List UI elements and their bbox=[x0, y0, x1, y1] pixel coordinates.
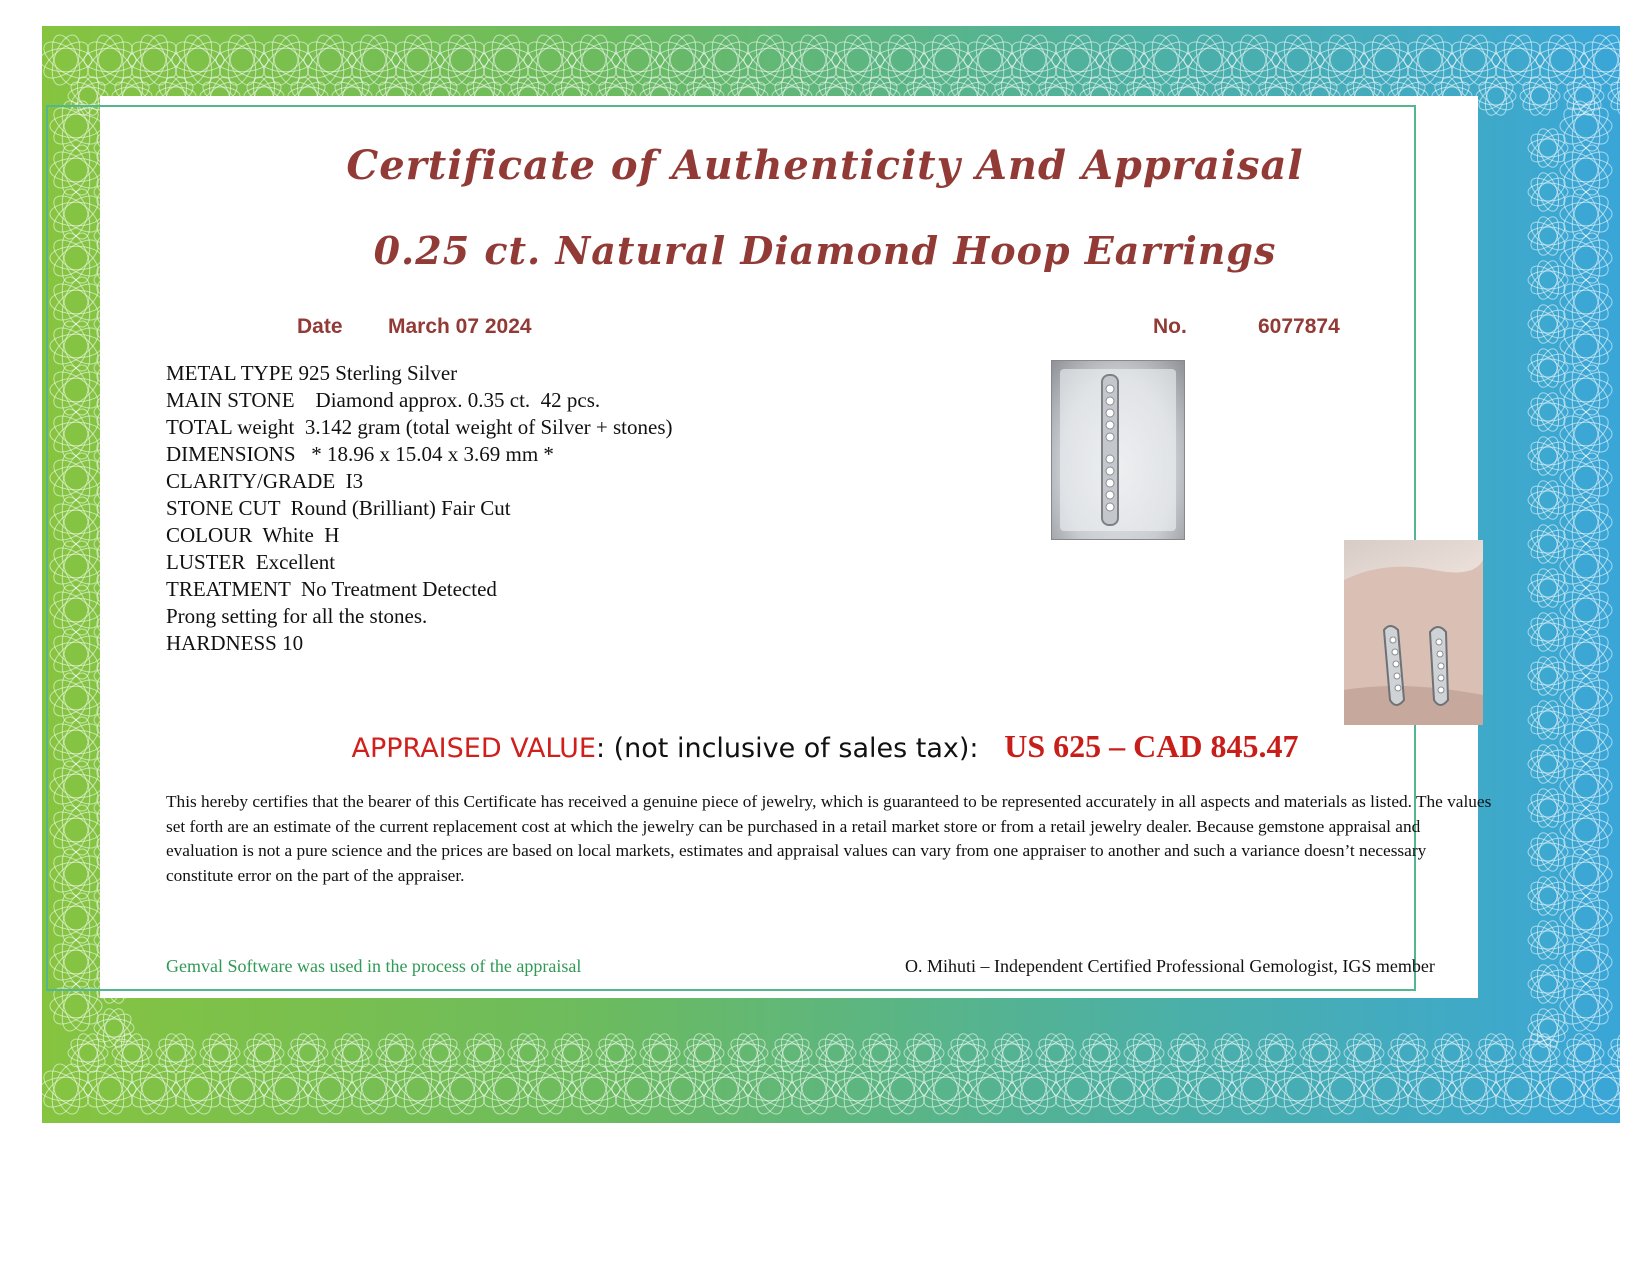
guilloche-ring bbox=[1138, 1061, 1194, 1118]
guilloche-ring bbox=[1558, 802, 1614, 859]
guilloche-ring bbox=[1534, 1061, 1590, 1118]
guilloche-ring bbox=[1527, 566, 1570, 610]
guilloche-ring bbox=[1270, 1061, 1326, 1118]
guilloche-ring bbox=[1006, 1061, 1062, 1118]
guilloche-ring bbox=[1050, 32, 1106, 89]
spec-line: METAL TYPE 925 Sterling Silver bbox=[166, 361, 458, 385]
guilloche-ring bbox=[1490, 1061, 1546, 1118]
guilloche-ring bbox=[463, 1031, 506, 1075]
guilloche-ring bbox=[1527, 302, 1570, 346]
guilloche-ring bbox=[48, 890, 104, 947]
guilloche-ring bbox=[1255, 1031, 1298, 1075]
guilloche-ring bbox=[1558, 362, 1614, 419]
guilloche-ring bbox=[1182, 1061, 1238, 1118]
guilloche-ring bbox=[903, 1031, 946, 1075]
guilloche-ring bbox=[1527, 346, 1570, 390]
guilloche-ring bbox=[1167, 1031, 1210, 1075]
guilloche-ring bbox=[1094, 1061, 1150, 1118]
appraised-value-line bbox=[0, 728, 1650, 765]
guilloche-ring bbox=[243, 1031, 286, 1075]
guilloche-ring bbox=[1558, 538, 1614, 595]
spec-line: TOTAL weight 3.142 gram (total weight of Silver + stones) bbox=[166, 415, 673, 439]
guilloche-ring bbox=[786, 1061, 842, 1118]
guilloche-ring bbox=[82, 1061, 138, 1118]
appraiser-signature-line: O. Mihuti – Independent Certified Professional Gemologist, IGS member bbox=[905, 956, 1435, 976]
guilloche-ring bbox=[126, 1061, 182, 1118]
guilloche-ring bbox=[683, 1031, 726, 1075]
specifications-list bbox=[166, 360, 673, 657]
guilloche-ring bbox=[48, 934, 104, 991]
guilloche-ring bbox=[1079, 1031, 1122, 1075]
guilloche-ring bbox=[1343, 1031, 1386, 1075]
guilloche-ring bbox=[595, 1031, 638, 1075]
guilloche-ring bbox=[48, 846, 104, 903]
guilloche-ring bbox=[507, 1031, 550, 1075]
guilloche-ring bbox=[610, 32, 666, 89]
guilloche-ring bbox=[947, 1031, 990, 1075]
guilloche-ring bbox=[199, 1031, 242, 1075]
date-label: Date bbox=[297, 315, 343, 338]
guilloche-ring bbox=[1558, 626, 1614, 683]
guilloche-ring bbox=[375, 1031, 418, 1075]
guilloche-ring bbox=[1314, 1061, 1370, 1118]
guilloche-ring bbox=[1299, 1031, 1342, 1075]
guilloche-ring bbox=[1314, 32, 1370, 89]
guilloche-ring bbox=[1558, 934, 1614, 991]
guilloche-ring bbox=[302, 1061, 358, 1118]
guilloche-ring bbox=[727, 1031, 770, 1075]
guilloche-ring bbox=[48, 538, 104, 595]
item-title: 0.25 ct. Natural Diamond Hoop Earrings bbox=[373, 228, 1277, 273]
guilloche-ring bbox=[551, 1031, 594, 1075]
guilloche-ring bbox=[48, 978, 104, 1035]
guilloche-ring bbox=[918, 1061, 974, 1118]
guilloche-ring bbox=[1182, 32, 1238, 89]
guilloche-ring bbox=[1035, 1031, 1078, 1075]
guilloche-ring bbox=[742, 32, 798, 89]
guilloche-ring bbox=[1519, 1031, 1562, 1075]
guilloche-ring bbox=[390, 1061, 446, 1118]
spec-line: STONE CUT Round (Brilliant) Fair Cut bbox=[166, 496, 511, 520]
guilloche-ring bbox=[478, 1061, 534, 1118]
guilloche-ring bbox=[1558, 494, 1614, 551]
guilloche-ring bbox=[918, 32, 974, 89]
guilloche-ring bbox=[155, 1031, 198, 1075]
guilloche-ring bbox=[698, 32, 754, 89]
guilloche-ring bbox=[1446, 1061, 1502, 1118]
guilloche-ring bbox=[478, 32, 534, 89]
guilloche-ring bbox=[1527, 654, 1570, 698]
guilloche-ring bbox=[1534, 32, 1590, 89]
guilloche-ring bbox=[566, 1061, 622, 1118]
guilloche-ring bbox=[1527, 874, 1570, 918]
guilloche-ring bbox=[1527, 918, 1570, 962]
guilloche-ring bbox=[1558, 274, 1614, 331]
guilloche-ring bbox=[654, 32, 710, 89]
spec-line: COLOUR White H bbox=[166, 523, 340, 547]
guilloche-ring bbox=[434, 1061, 490, 1118]
guilloche-ring bbox=[331, 1031, 374, 1075]
guilloche-ring bbox=[287, 1031, 330, 1075]
guilloche-ring bbox=[258, 32, 314, 89]
guilloche-ring bbox=[1270, 32, 1326, 89]
guilloche-ring bbox=[390, 32, 446, 89]
spec-line: TREATMENT No Treatment Detected bbox=[166, 577, 497, 601]
guilloche-ring bbox=[962, 1061, 1018, 1118]
guilloche-ring bbox=[1431, 1031, 1474, 1075]
spec-line: CLARITY/GRADE I3 bbox=[166, 469, 364, 493]
guilloche-ring bbox=[1387, 1031, 1430, 1075]
guilloche-ring bbox=[1358, 1061, 1414, 1118]
guilloche-ring bbox=[1490, 32, 1546, 89]
guilloche-ring bbox=[48, 318, 104, 375]
guilloche-ring bbox=[1123, 1031, 1166, 1075]
guilloche-ring bbox=[874, 1061, 930, 1118]
guilloche-ring bbox=[170, 32, 226, 89]
guilloche-ring bbox=[126, 32, 182, 89]
guilloche-ring bbox=[1527, 522, 1570, 566]
guilloche-ring bbox=[48, 582, 104, 639]
guilloche-ring bbox=[830, 32, 886, 89]
guilloche-ring bbox=[1527, 478, 1570, 522]
guilloche-ring bbox=[859, 1031, 902, 1075]
appraised-value-label: APPRAISED VALUE bbox=[351, 733, 596, 764]
guilloche-ring bbox=[434, 32, 490, 89]
earring-in-box-photo bbox=[1051, 360, 1185, 540]
guilloche-ring bbox=[48, 494, 104, 551]
guilloche-ring bbox=[1558, 450, 1614, 507]
guilloche-ring bbox=[1006, 32, 1062, 89]
software-note: Gemval Software was used in the process of the appraisal bbox=[166, 956, 582, 976]
guilloche-ring bbox=[698, 1061, 754, 1118]
guilloche-ring bbox=[302, 32, 358, 89]
guilloche-ring bbox=[830, 1061, 886, 1118]
guilloche-ring bbox=[1558, 318, 1614, 375]
spec-line: MAIN STONE Diamond approx. 0.35 ct. 42 pcs. bbox=[166, 388, 601, 412]
guilloche-ring bbox=[346, 1061, 402, 1118]
appraised-value-note: : (not inclusive of sales tax): bbox=[595, 733, 1005, 764]
guilloche-ring bbox=[1558, 670, 1614, 727]
certificate-title: Certificate of Authenticity And Appraisal bbox=[346, 142, 1304, 189]
guilloche-ring bbox=[82, 32, 138, 89]
guilloche-ring bbox=[991, 1031, 1034, 1075]
guilloche-ring bbox=[42, 1061, 94, 1118]
guilloche-ring bbox=[1475, 74, 1518, 118]
guilloche-ring bbox=[1558, 978, 1614, 1035]
guilloche-ring bbox=[1527, 390, 1570, 434]
guilloche-ring bbox=[1527, 786, 1570, 830]
guilloche-ring bbox=[1050, 1061, 1106, 1118]
date-value: March 07 2024 bbox=[388, 315, 532, 338]
guilloche-ring bbox=[1607, 74, 1620, 118]
guilloche-ring bbox=[1558, 890, 1614, 947]
spec-line: LUSTER Excellent bbox=[166, 550, 336, 574]
guilloche-ring bbox=[1402, 1061, 1458, 1118]
guilloche-ring bbox=[742, 1061, 798, 1118]
guilloche-ring bbox=[1558, 846, 1614, 903]
guilloche-ring bbox=[786, 32, 842, 89]
guilloche-ring bbox=[522, 32, 578, 89]
guilloche-ring bbox=[566, 32, 622, 89]
earrings-on-hand-photo bbox=[1344, 540, 1483, 725]
guilloche-ring bbox=[1358, 32, 1414, 89]
guilloche-ring bbox=[1527, 962, 1570, 1006]
guilloche-ring bbox=[346, 32, 402, 89]
guilloche-ring bbox=[1226, 1061, 1282, 1118]
guilloche-ring bbox=[1527, 1006, 1570, 1050]
guilloche-ring bbox=[42, 32, 94, 89]
guilloche-ring bbox=[1094, 32, 1150, 89]
guilloche-ring bbox=[610, 1061, 666, 1118]
appraised-value-amount: US 625 – CAD 845.47 bbox=[1004, 728, 1299, 764]
guilloche-ring bbox=[1527, 434, 1570, 478]
guilloche-ring bbox=[1563, 1031, 1606, 1075]
guilloche-ring bbox=[654, 1061, 710, 1118]
guilloche-ring bbox=[1527, 610, 1570, 654]
guilloche-ring bbox=[522, 1061, 578, 1118]
guilloche-ring bbox=[1138, 32, 1194, 89]
guilloche-ring bbox=[1558, 758, 1614, 815]
guilloche-ring bbox=[1558, 582, 1614, 639]
guilloche-ring bbox=[214, 32, 270, 89]
guilloche-ring bbox=[1211, 1031, 1254, 1075]
guilloche-ring bbox=[48, 450, 104, 507]
guilloche-ring bbox=[639, 1031, 682, 1075]
guilloche-ring bbox=[48, 758, 104, 815]
guilloche-ring bbox=[1226, 32, 1282, 89]
disclaimer-text: This hereby certifies that the bearer of this Certificate has received a genuine piece of jewelry, which is guaranteed to be represented accurately in all aspects and materials as listed. The values set forth are an estimate of the current replacement cost at which the jewelry can be purchased in a retail market store or from a retail jewelry dealer. Because gemstone appraisal and evaluation is not a pure science and the prices are based on local markets, estimates and appraisal values can vary from one appraiser to another and such a variance doesn’t necessary constitute error on the part of the appraiser. bbox=[166, 792, 1492, 885]
guilloche-ring bbox=[771, 1031, 814, 1075]
guilloche-ring bbox=[1607, 1031, 1620, 1075]
guilloche-ring bbox=[48, 362, 104, 419]
guilloche-ring bbox=[214, 1061, 270, 1118]
spec-line: Prong setting for all the stones. bbox=[166, 604, 428, 628]
guilloche-ring bbox=[419, 1031, 462, 1075]
guilloche-ring bbox=[1519, 74, 1562, 118]
guilloche-ring bbox=[1558, 406, 1614, 463]
number-label: No. bbox=[1153, 315, 1187, 338]
guilloche-ring bbox=[1402, 32, 1458, 89]
guilloche-ring bbox=[1527, 830, 1570, 874]
guilloche-ring bbox=[170, 1061, 226, 1118]
guilloche-ring bbox=[962, 32, 1018, 89]
spec-line: DIMENSIONS * 18.96 x 15.04 x 3.69 mm * bbox=[166, 442, 554, 466]
guilloche-ring bbox=[815, 1031, 858, 1075]
guilloche-ring bbox=[1475, 1031, 1518, 1075]
spec-line: HARDNESS 10 bbox=[166, 631, 304, 655]
guilloche-ring bbox=[48, 406, 104, 463]
guilloche-ring bbox=[111, 1031, 154, 1075]
guilloche-ring bbox=[258, 1061, 314, 1118]
number-value: 6077874 bbox=[1258, 315, 1340, 338]
guilloche-ring bbox=[48, 802, 104, 859]
guilloche-ring bbox=[48, 626, 104, 683]
guilloche-ring bbox=[1446, 32, 1502, 89]
guilloche-ring bbox=[48, 274, 104, 331]
guilloche-ring bbox=[874, 32, 930, 89]
guilloche-ring bbox=[48, 670, 104, 727]
